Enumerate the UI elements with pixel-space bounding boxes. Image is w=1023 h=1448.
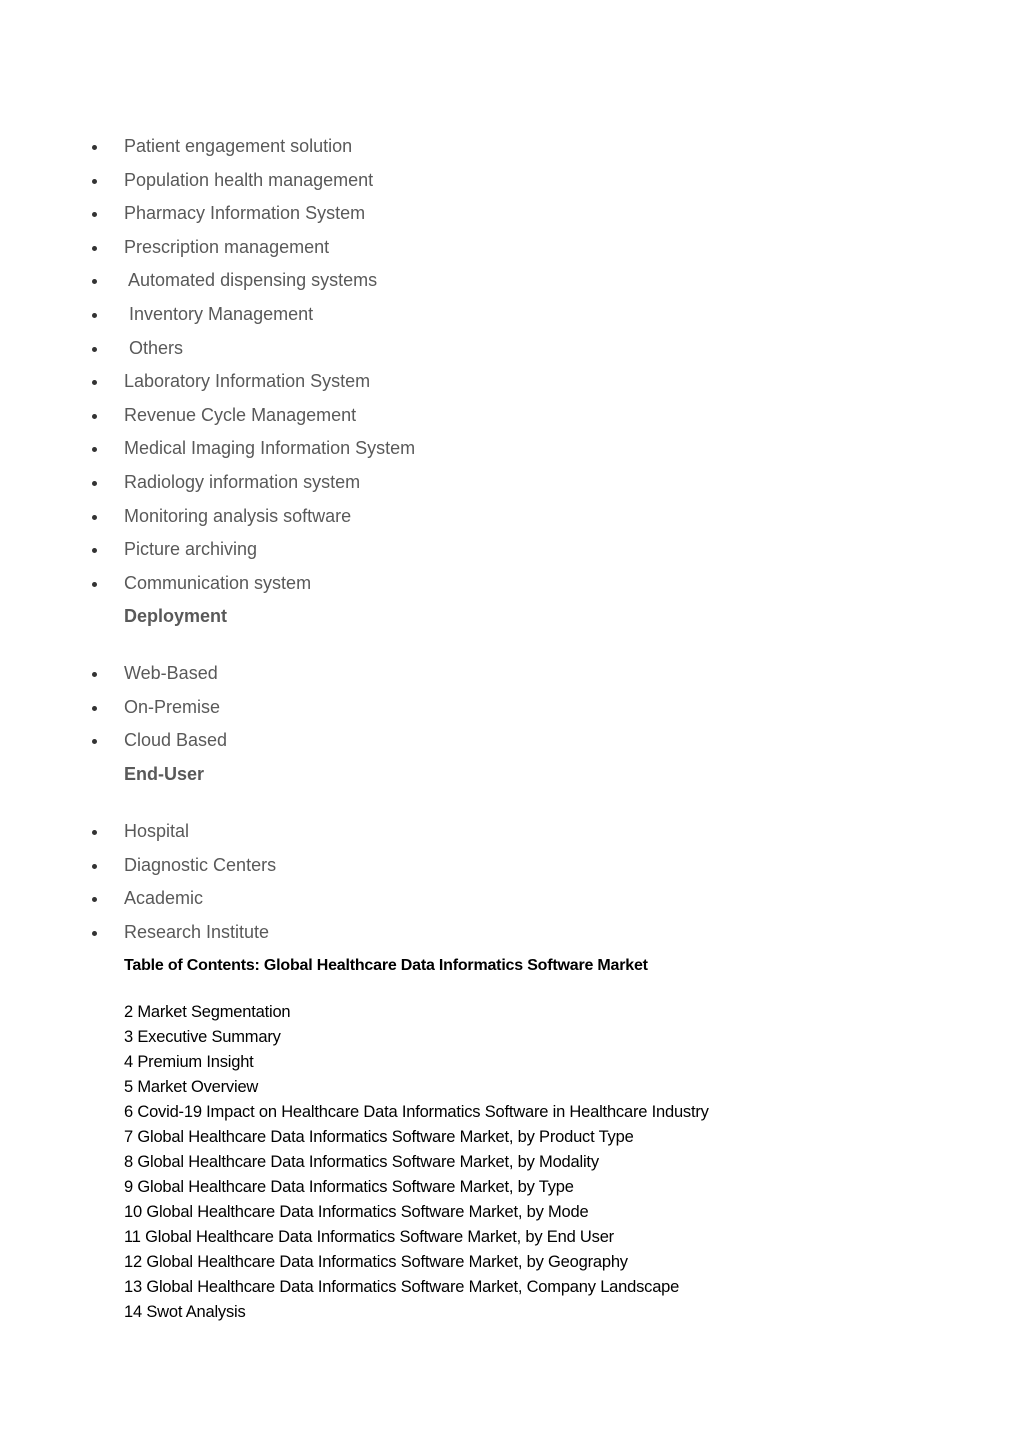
bullet-icon <box>92 481 97 486</box>
bullet-list-item <box>0 815 1023 849</box>
toc-item: 8 Global Healthcare Data Informatics Software Market, by Modality <box>124 1153 599 1171</box>
bullet-list-item <box>0 399 1023 433</box>
toc-item: 13 Global Healthcare Data Informatics Software Market, Company Landscape <box>124 1278 680 1296</box>
toc-item: 10 Global Healthcare Data Informatics Software Market, by Mode <box>124 1203 589 1221</box>
bullet-text: Communication system <box>124 572 312 593</box>
bullet-icon <box>92 414 97 419</box>
bullet-icon <box>92 145 97 150</box>
bullet-text: On-Premise <box>124 696 221 717</box>
bullet-list-item <box>0 466 1023 500</box>
bullet-list-item <box>0 657 1023 691</box>
bullet-icon <box>92 548 97 553</box>
toc-item: 12 Global Healthcare Data Informatics Software Market, by Geography <box>124 1253 628 1271</box>
bullet-text: Revenue Cycle Management <box>124 404 357 425</box>
bullet-list-item <box>0 500 1023 534</box>
bullet-list-item <box>0 567 1023 601</box>
bullet-icon <box>92 212 97 217</box>
toc-item: 7 Global Healthcare Data Informatics Software Market, by Product Type <box>124 1128 634 1146</box>
toc-item: 3 Executive Summary <box>124 1028 281 1046</box>
toc-item: 4 Premium Insight <box>124 1053 254 1071</box>
bullet-list-item <box>0 724 1023 758</box>
bullet-icon <box>92 515 97 520</box>
toc-item: 11 Global Healthcare Data Informatics Software Market, by End User <box>124 1228 614 1246</box>
bullet-icon <box>92 739 97 744</box>
bullet-list-item <box>0 130 1023 164</box>
bullet-icon <box>92 313 97 318</box>
toc-item: 5 Market Overview <box>124 1078 259 1096</box>
toc-item: 14 Swot Analysis <box>124 1303 246 1321</box>
bullet-text: Monitoring analysis software <box>124 505 352 526</box>
bullet-text: Picture archiving <box>124 539 258 560</box>
bullet-text: Web-Based <box>124 663 218 683</box>
toc-item: 9 Global Healthcare Data Informatics Software Market, by Type <box>124 1178 574 1196</box>
bullet-icon <box>92 447 97 452</box>
bullet-icon <box>92 864 97 869</box>
bullet-list-item <box>0 231 1023 265</box>
bullet-icon <box>92 931 97 936</box>
bullet-list-item <box>0 298 1023 332</box>
bullet-text: Medical Imaging Information System <box>124 438 416 459</box>
bullet-text: Patient engagement solution <box>124 136 353 156</box>
toc-item: 2 Market Segmentation <box>124 1003 291 1021</box>
bullet-icon <box>92 380 97 385</box>
bullet-icon <box>92 706 97 711</box>
bullet-icon <box>92 279 97 284</box>
toc-title: Table of Contents: Global Healthcare Data Informatics Software Market <box>124 957 648 974</box>
bullet-list-item <box>0 164 1023 198</box>
bullet-text: Academic <box>124 888 204 909</box>
bullet-list-item <box>0 197 1023 231</box>
toc-item: 6 Covid-19 Impact on Healthcare Data Informatics Software in Healthcare Industry <box>124 1103 709 1121</box>
bullet-list-item <box>0 849 1023 883</box>
bullet-icon <box>92 672 97 677</box>
bullet-text: Population health management <box>124 169 374 190</box>
bullet-list-item <box>0 365 1023 399</box>
bullet-text: Laboratory Information System <box>124 371 371 392</box>
bullet-text: Prescription management <box>124 236 330 257</box>
bullet-text: Pharmacy Information System <box>124 203 366 224</box>
bullet-text: Cloud Based <box>124 730 228 751</box>
product-bullet-list <box>0 130 1023 600</box>
bullet-text: Hospital <box>124 821 190 841</box>
bullet-list-item <box>0 432 1023 466</box>
end-user-bullet-list <box>0 815 1023 949</box>
bullet-text: Inventory Management <box>124 303 314 324</box>
bullet-list-item <box>0 916 1023 950</box>
bullet-text: Radiology information system <box>124 471 361 492</box>
toc-list <box>124 1000 709 1325</box>
bullet-icon <box>92 246 97 251</box>
bullet-text: Research Institute <box>124 921 270 942</box>
bullet-icon <box>92 830 97 835</box>
bullet-text: Others <box>124 337 184 358</box>
bullet-icon <box>92 897 97 902</box>
bullet-icon <box>92 582 97 587</box>
bullet-text: Automated dispensing systems <box>124 270 378 291</box>
end-user-heading: End-User <box>124 764 205 784</box>
bullet-list-item <box>0 264 1023 298</box>
bullet-icon <box>92 347 97 352</box>
bullet-list-item <box>0 533 1023 567</box>
bullet-list-item <box>0 332 1023 366</box>
bullet-list-item <box>0 882 1023 916</box>
deployment-bullet-list <box>0 657 1023 758</box>
bullet-text: Diagnostic Centers <box>124 854 277 875</box>
deployment-heading: Deployment <box>124 606 228 626</box>
bullet-list-item <box>0 691 1023 725</box>
bullet-icon <box>92 179 97 184</box>
